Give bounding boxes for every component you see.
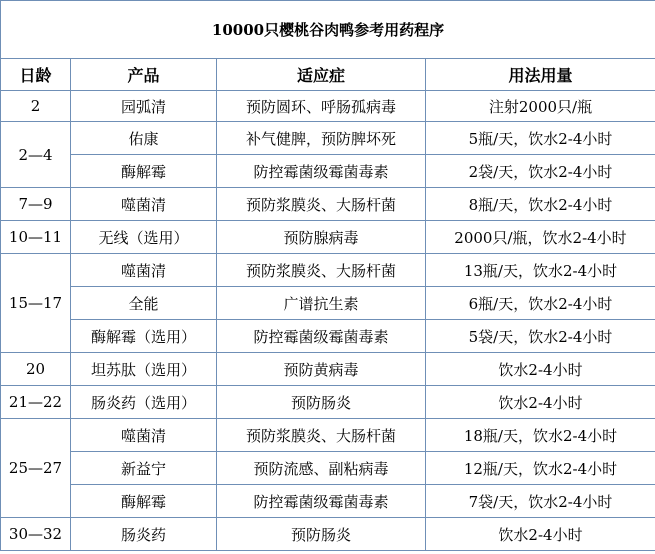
table-row — [1, 254, 655, 287]
table-row — [1, 419, 655, 452]
product-cell: 肠炎药（选用） — [71, 386, 217, 419]
product-cell: 噬菌清 — [71, 419, 217, 452]
product-cell: 酶解霉（选用） — [71, 320, 217, 353]
usage-cell: 12瓶/天，饮水2-4小时 — [426, 452, 655, 485]
indication-cell: 预防黄病毒 — [217, 353, 426, 386]
indication-cell: 预防肠炎 — [217, 518, 426, 551]
table-row — [1, 518, 655, 551]
usage-cell: 注射2000只/瓶 — [426, 91, 655, 122]
usage-cell: 2袋/天，饮水2-4小时 — [426, 155, 655, 188]
product-cell: 全能 — [71, 287, 217, 320]
table-row — [1, 485, 655, 518]
indication-cell: 预防腺病毒 — [217, 221, 426, 254]
usage-cell: 13瓶/天，饮水2-4小时 — [426, 254, 655, 287]
table-title: 10000只樱桃谷肉鸭参考用药程序 — [1, 1, 655, 59]
product-cell: 肠炎药 — [71, 518, 217, 551]
usage-cell: 8瓶/天，饮水2-4小时 — [426, 188, 655, 221]
table-row — [1, 155, 655, 188]
usage-cell: 18瓶/天，饮水2-4小时 — [426, 419, 655, 452]
indication-cell: 预防流感、副粘病毒 — [217, 452, 426, 485]
product-cell: 园弧清 — [71, 91, 217, 122]
day-cell: 25—27 — [1, 419, 71, 518]
product-cell: 酶解霉 — [71, 155, 217, 188]
day-cell: 7—9 — [1, 188, 71, 221]
indication-cell: 防控霉菌级霉菌毒素 — [217, 485, 426, 518]
indication-cell: 预防浆膜炎、大肠杆菌 — [217, 188, 426, 221]
table-row — [1, 386, 655, 419]
product-cell: 噬菌清 — [71, 254, 217, 287]
usage-cell: 饮水2-4小时 — [426, 386, 655, 419]
header-indication: 适应症 — [217, 59, 426, 91]
table-row — [1, 320, 655, 353]
usage-cell: 2000只/瓶，饮水2-4小时 — [426, 221, 655, 254]
day-cell: 10—11 — [1, 221, 71, 254]
product-cell: 新益宁 — [71, 452, 217, 485]
product-cell: 坦苏肽（选用） — [71, 353, 217, 386]
table-body — [1, 91, 655, 551]
indication-cell: 预防圆环、呼肠孤病毒 — [217, 91, 426, 122]
product-cell: 酶解霉 — [71, 485, 217, 518]
day-cell: 2—4 — [1, 122, 71, 188]
day-cell: 15—17 — [1, 254, 71, 353]
header-row — [1, 59, 655, 91]
usage-cell: 饮水2-4小时 — [426, 518, 655, 551]
product-cell: 佑康 — [71, 122, 217, 155]
usage-cell: 饮水2-4小时 — [426, 353, 655, 386]
header-day: 日龄 — [1, 59, 71, 91]
table-row — [1, 91, 655, 122]
header-product: 产品 — [71, 59, 217, 91]
table-row — [1, 353, 655, 386]
usage-cell: 7袋/天，饮水2-4小时 — [426, 485, 655, 518]
indication-cell: 预防浆膜炎、大肠杆菌 — [217, 419, 426, 452]
indication-cell: 补气健脾，预防脾坏死 — [217, 122, 426, 155]
day-cell: 30—32 — [1, 518, 71, 551]
indication-cell: 预防浆膜炎、大肠杆菌 — [217, 254, 426, 287]
table-row — [1, 188, 655, 221]
product-cell: 无线（选用） — [71, 221, 217, 254]
indication-cell: 防控霉菌级霉菌毒素 — [217, 155, 426, 188]
usage-cell: 6瓶/天，饮水2-4小时 — [426, 287, 655, 320]
indication-cell: 防控霉菌级霉菌毒素 — [217, 320, 426, 353]
product-cell: 噬菌清 — [71, 188, 217, 221]
table-row — [1, 122, 655, 155]
indication-cell: 预防肠炎 — [217, 386, 426, 419]
usage-cell: 5瓶/天，饮水2-4小时 — [426, 122, 655, 155]
table-row — [1, 287, 655, 320]
table-row — [1, 221, 655, 254]
header-usage: 用法用量 — [426, 59, 655, 91]
day-cell: 2 — [1, 91, 71, 122]
table-row — [1, 452, 655, 485]
usage-cell: 5袋/天，饮水2-4小时 — [426, 320, 655, 353]
indication-cell: 广谱抗生素 — [217, 287, 426, 320]
day-cell: 21—22 — [1, 386, 71, 419]
day-cell: 20 — [1, 353, 71, 386]
